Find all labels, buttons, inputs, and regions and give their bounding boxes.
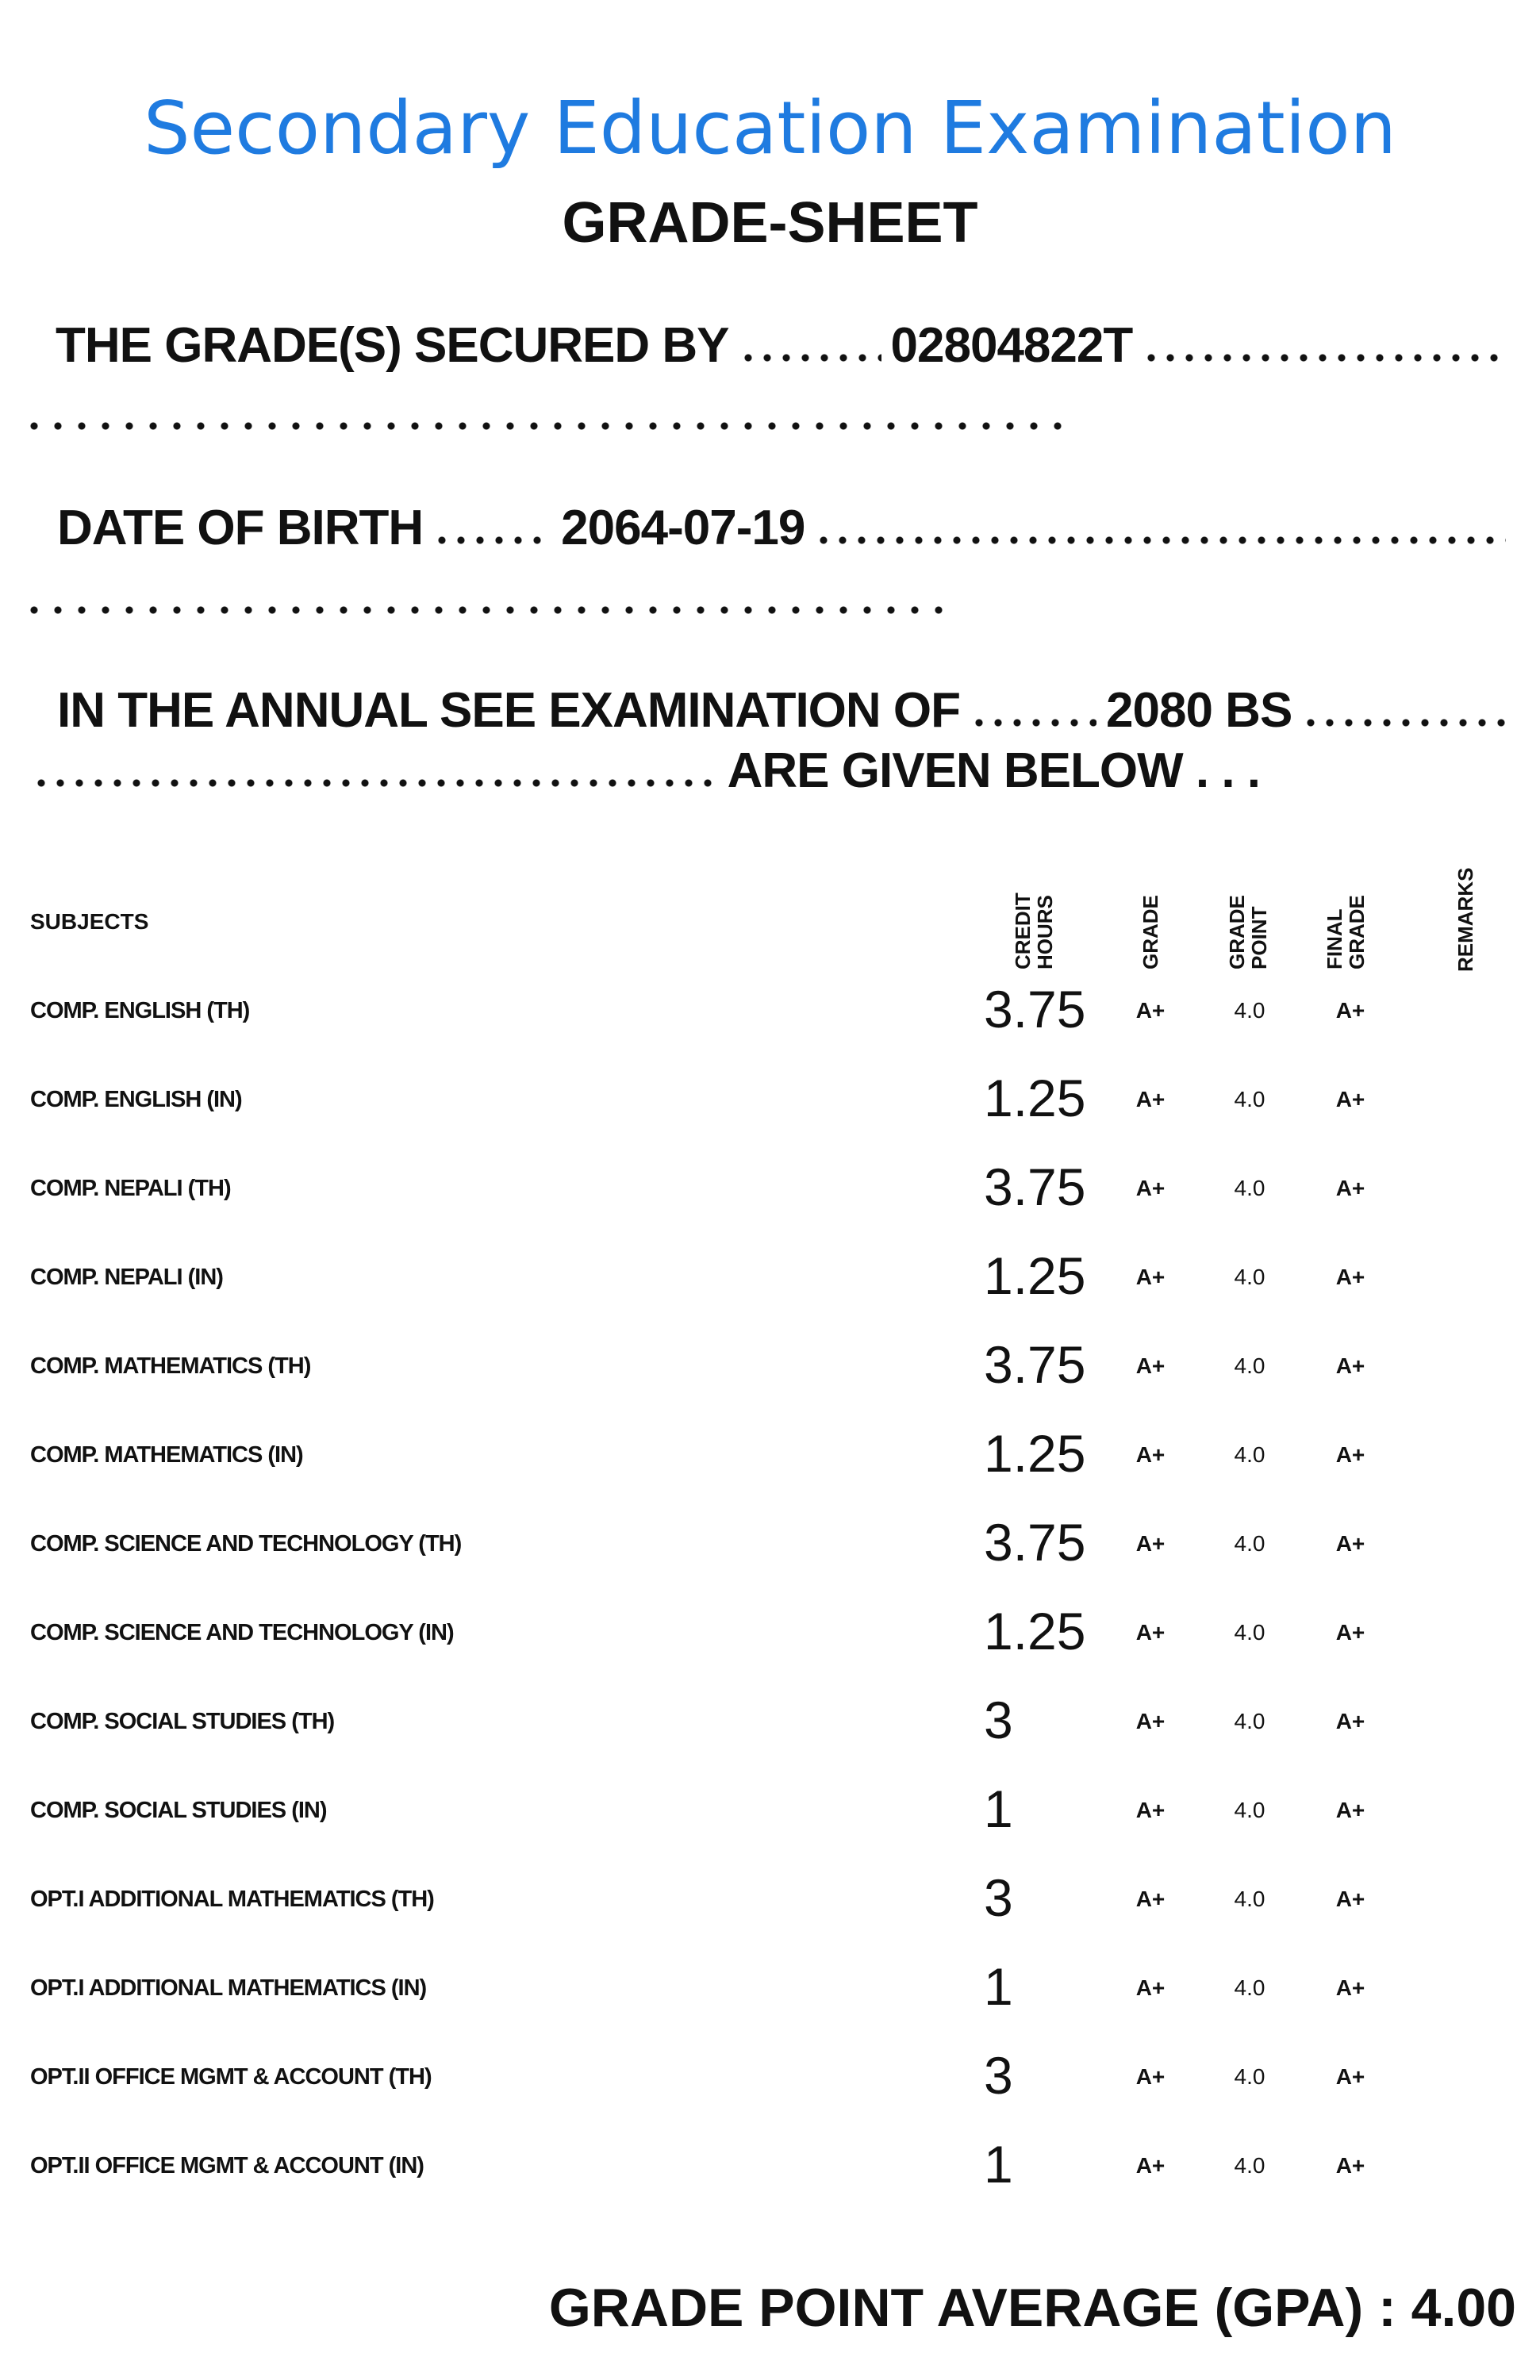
subject-cell: COMP. MATHEMATICS (TH) [30, 1353, 311, 1379]
subject-cell: COMP. SOCIAL STUDIES (IN) [30, 1798, 327, 1823]
grade-point-cell: 4.0 [1234, 1887, 1265, 1911]
final-grade-cell: A+ [1335, 2153, 1365, 2178]
table-row [0, 1335, 1540, 1428]
grade-point-cell: 4.0 [1234, 1087, 1265, 1111]
credit-hours-cell: 1.25 [984, 1246, 1086, 1305]
exam-label: IN THE ANNUAL SEE EXAMINATION OF [57, 683, 961, 738]
gpa-value: 4.00 [1411, 2278, 1516, 2338]
grade-cell: A+ [1135, 1442, 1166, 1467]
grade-point-cell: 4.0 [1234, 1531, 1265, 1556]
grade-point-cell: 4.0 [1234, 1176, 1265, 1200]
dotted-leader [1301, 719, 1506, 727]
grade-point-cell: 4.0 [1234, 2153, 1265, 2178]
final-grade-cell: A+ [1335, 1265, 1365, 1289]
final-grade-cell: A+ [1335, 1798, 1365, 1822]
subject-cell: COMP. ENGLISH (IN) [30, 1087, 242, 1112]
credit-hours-cell: 3.75 [984, 1157, 1086, 1216]
dotted-leader [32, 779, 718, 787]
dotted-leader [739, 354, 881, 362]
subject-cell: OPT.I ADDITIONAL MATHEMATICS (IN) [30, 1975, 427, 2001]
grade-point-cell: 4.0 [1234, 1709, 1265, 1733]
gpa-label: GRADE POINT AVERAGE (GPA) : [548, 2278, 1396, 2338]
grade-cell: A+ [1135, 998, 1166, 1023]
dotted-leader [1142, 354, 1506, 362]
credit-hours-cell: 3.75 [984, 980, 1086, 1038]
subject-cell: COMP. NEPALI (TH) [30, 1176, 231, 1201]
header-remarks: REMARKS [1454, 867, 1477, 972]
gpa-line [549, 2277, 1516, 2339]
grade-cell: A+ [1135, 2153, 1166, 2178]
grade-point-cell: 4.0 [1234, 1975, 1265, 2000]
grade-point-cell: 4.0 [1234, 1442, 1265, 1467]
grade-point-cell: 4.0 [1234, 1353, 1265, 1378]
dob-line [57, 500, 1515, 556]
table-row [0, 1602, 1540, 1695]
table-row [0, 1069, 1540, 1161]
given-below-text: ARE GIVEN BELOW . . . [727, 743, 1260, 798]
credit-hours-cell: 1 [984, 1779, 1013, 1838]
table-row [0, 980, 1540, 1073]
subject-cell: OPT.I ADDITIONAL MATHEMATICS (TH) [30, 1887, 434, 1912]
dotted-line [22, 606, 958, 614]
credit-hours-cell: 1 [984, 2135, 1013, 2194]
grade-cell: A+ [1135, 1975, 1166, 2000]
dotted-leader [432, 536, 551, 544]
header-grade-point: GRADE POINT [1225, 895, 1271, 969]
grade-point-cell: 4.0 [1234, 2064, 1265, 2089]
exam-line [57, 682, 1515, 739]
grade-cell: A+ [1135, 1353, 1166, 1378]
final-grade-cell: A+ [1335, 998, 1365, 1023]
table-row [0, 1868, 1540, 1961]
table-row [0, 1246, 1540, 1339]
table-row [0, 1513, 1540, 1606]
final-grade-cell: A+ [1335, 1176, 1365, 1200]
exam-year: 2080 BS [1106, 683, 1292, 738]
final-grade-cell: A+ [1335, 1975, 1365, 2000]
table-row [0, 1957, 1540, 2050]
subject-cell: COMP. NEPALI (IN) [30, 1265, 223, 1290]
table-row [0, 2135, 1540, 2228]
subject-cell: OPT.II OFFICE MGMT & ACCOUNT (TH) [30, 2064, 432, 2090]
final-grade-cell: A+ [1335, 1442, 1365, 1467]
final-grade-cell: A+ [1335, 1353, 1365, 1378]
table-row [0, 2046, 1540, 2139]
grade-cell: A+ [1135, 1798, 1166, 1822]
final-grade-cell: A+ [1335, 1087, 1365, 1111]
credit-hours-cell: 1.25 [984, 1602, 1086, 1660]
credit-hours-cell: 1.25 [984, 1069, 1086, 1127]
subject-cell: COMP. SOCIAL STUDIES (TH) [30, 1709, 335, 1734]
dotted-leader [970, 719, 1096, 727]
grade-point-cell: 4.0 [1234, 998, 1265, 1023]
subject-cell: COMP. SCIENCE AND TECHNOLOGY (TH) [30, 1531, 462, 1557]
dob-label: DATE OF BIRTH [57, 501, 424, 555]
given-below-line [22, 743, 1260, 799]
credit-hours-cell: 3 [984, 2046, 1013, 2105]
subject-cell: COMP. MATHEMATICS (IN) [30, 1442, 303, 1468]
table-row [0, 1424, 1540, 1517]
final-grade-cell: A+ [1335, 1531, 1365, 1556]
dob-value: 2064-07-19 [561, 501, 805, 555]
grade-cell: A+ [1135, 1265, 1166, 1289]
grade-point-cell: 4.0 [1234, 1798, 1265, 1822]
credit-hours-cell: 3 [984, 1691, 1013, 1749]
credit-hours-cell: 3.75 [984, 1513, 1086, 1572]
subject-cell: COMP. SCIENCE AND TECHNOLOGY (IN) [30, 1620, 454, 1645]
grade-point-cell: 4.0 [1234, 1265, 1265, 1289]
header-credit-hours: CREDIT HOURS [1011, 892, 1057, 969]
grade-cell: A+ [1135, 1176, 1166, 1200]
grade-point-cell: 4.0 [1234, 1620, 1265, 1645]
secured-by-line [56, 317, 1515, 374]
grade-cell: A+ [1135, 2064, 1166, 2089]
final-grade-cell: A+ [1335, 2064, 1365, 2089]
credit-hours-cell: 3 [984, 1868, 1013, 1927]
exam-title: Secondary Education Examination [144, 86, 1396, 171]
table-row [0, 1157, 1540, 1250]
header-final-grade: FINAL GRADE [1323, 895, 1369, 969]
subject-cell: OPT.II OFFICE MGMT & ACCOUNT (IN) [30, 2153, 424, 2178]
secured-by-label: THE GRADE(S) SECURED BY [56, 318, 729, 373]
dotted-line [22, 422, 1070, 430]
credit-hours-cell: 3.75 [984, 1335, 1086, 1394]
header-subjects: SUBJECTS [30, 909, 149, 934]
grade-cell: A+ [1135, 1620, 1166, 1645]
credit-hours-cell: 1 [984, 1957, 1013, 2016]
grade-cell: A+ [1135, 1087, 1166, 1111]
header-grade: GRADE [1139, 895, 1162, 969]
grade-cell: A+ [1135, 1709, 1166, 1733]
grade-cell: A+ [1135, 1531, 1166, 1556]
final-grade-cell: A+ [1335, 1620, 1365, 1645]
grade-sheet-heading: GRADE-SHEET [562, 191, 978, 255]
symbol-number: 02804822T [890, 318, 1133, 373]
dotted-leader [814, 536, 1506, 544]
credit-hours-cell: 1.25 [984, 1424, 1086, 1483]
subject-cell: COMP. ENGLISH (TH) [30, 998, 250, 1023]
grade-cell: A+ [1135, 1887, 1166, 1911]
final-grade-cell: A+ [1335, 1887, 1365, 1911]
table-row [0, 1779, 1540, 1872]
final-grade-cell: A+ [1335, 1709, 1365, 1733]
table-row [0, 1691, 1540, 1783]
